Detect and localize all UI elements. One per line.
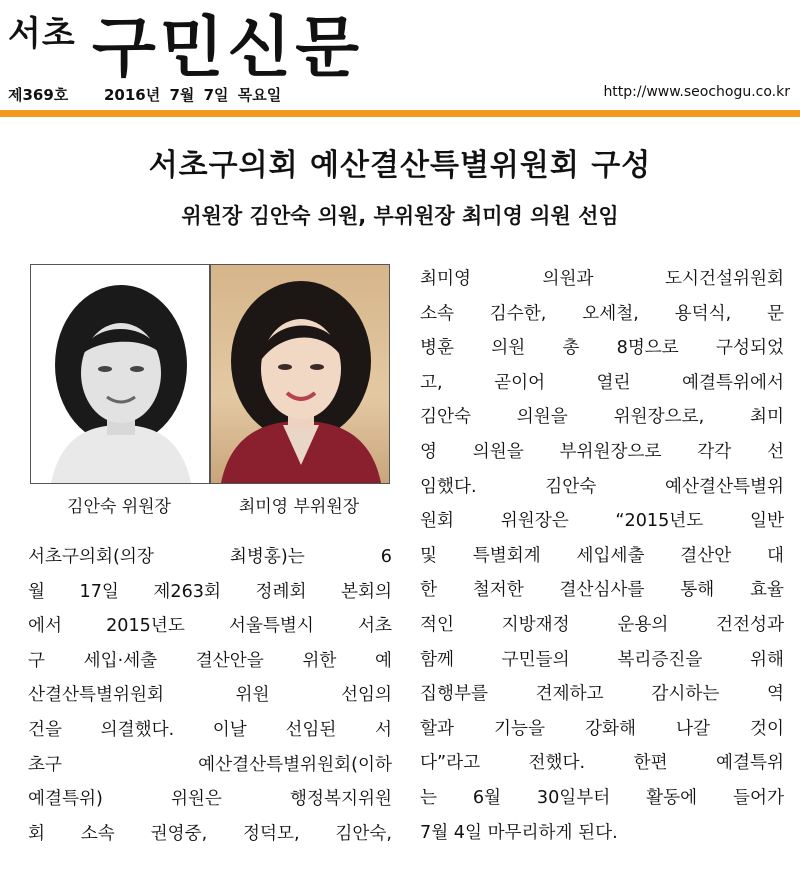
body-line: 한 철저한 결산심사를 통해 효율 xyxy=(420,580,784,601)
article-body-right-column xyxy=(420,262,784,850)
body-line: 적인 지방재정 운용의 건전성과 xyxy=(420,614,784,635)
body-line: 월 17일 제263회 정례회 본회의 xyxy=(28,581,392,602)
body-line: 및 특별회계 세입세출 결산안 대 xyxy=(420,545,784,566)
body-line: 원회 위원장은 “2015년도 일반 xyxy=(420,511,784,532)
body-line: 임했다. 김안숙 예산결산특별위 xyxy=(420,476,784,497)
body-line: 김안숙 의원을 위원장으로, 최미 xyxy=(420,407,784,428)
body-line: 고, 곧이어 열린 예결특위에서 xyxy=(420,372,784,393)
body-line: 회 소속 권영중, 정덕모, 김안숙, xyxy=(28,823,392,844)
body-line: 에서 2015년도 서울특별시 서초 xyxy=(28,616,392,637)
body-line: 최미영 의원과 도시건설위원회 xyxy=(420,269,784,289)
masthead xyxy=(0,0,800,120)
masthead-paper-name: 구민신문 xyxy=(92,9,364,86)
issue-date: 2016년 7월 7일 목요일 xyxy=(104,86,282,104)
body-line: 영 의원을 부위원장으로 각각 선 xyxy=(420,441,784,462)
body-line: 는 6월 30일부터 활동에 들어가 xyxy=(420,787,784,808)
body-line: 함께 구민들의 복리증진을 위해 xyxy=(420,649,784,670)
masthead-region: 서초 xyxy=(8,14,76,54)
portrait-color-icon xyxy=(211,265,389,483)
caption-chairperson: 김안숙 위원장 xyxy=(67,497,171,517)
caption-vice-chairperson: 최미영 부위원장 xyxy=(238,497,360,517)
article-body-left-column xyxy=(28,540,392,851)
masthead-divider xyxy=(0,110,800,117)
article-headline: 서초구의회 예산결산특별위원회 구성 xyxy=(148,148,652,183)
body-line: 구 세입·세출 결산안을 위한 예 xyxy=(28,650,392,671)
body-line: 산결산특별위원회 위원 선임의 xyxy=(28,685,392,706)
photo-vice-chairperson xyxy=(210,264,390,484)
body-line: 7월 4일 마무리하게 된다. xyxy=(420,822,618,843)
portrait-grayscale-icon xyxy=(31,265,209,483)
body-line: 서초구의회(의장 최병홍)는 6 xyxy=(28,547,392,567)
body-line: 건을 의결했다. 이날 선임된 서 xyxy=(28,719,392,740)
website-url[interactable]: http://www.seochogu.co.kr xyxy=(603,84,790,100)
issue-number: 제369호 xyxy=(8,86,69,104)
photo-chairperson xyxy=(30,264,210,484)
body-line: 초구 예산결산특별위원회(이하 xyxy=(28,754,392,775)
body-line: 예결특위) 위원은 행정복지위원 xyxy=(28,789,392,810)
body-line: 할과 기능을 강화해 나갈 것이 xyxy=(420,718,784,739)
body-line: 다”라고 전했다. 한편 예결특위 xyxy=(420,753,784,774)
body-line: 소속 김수한, 오세철, 용덕식, 문 xyxy=(420,303,784,324)
body-line: 병훈 의원 총 8명으로 구성되었 xyxy=(420,338,784,359)
body-line: 집행부를 견제하고 감시하는 역 xyxy=(420,684,784,705)
article-subheadline: 위원장 김안숙 의원, 부위원장 최미영 의원 선임 xyxy=(181,204,619,228)
